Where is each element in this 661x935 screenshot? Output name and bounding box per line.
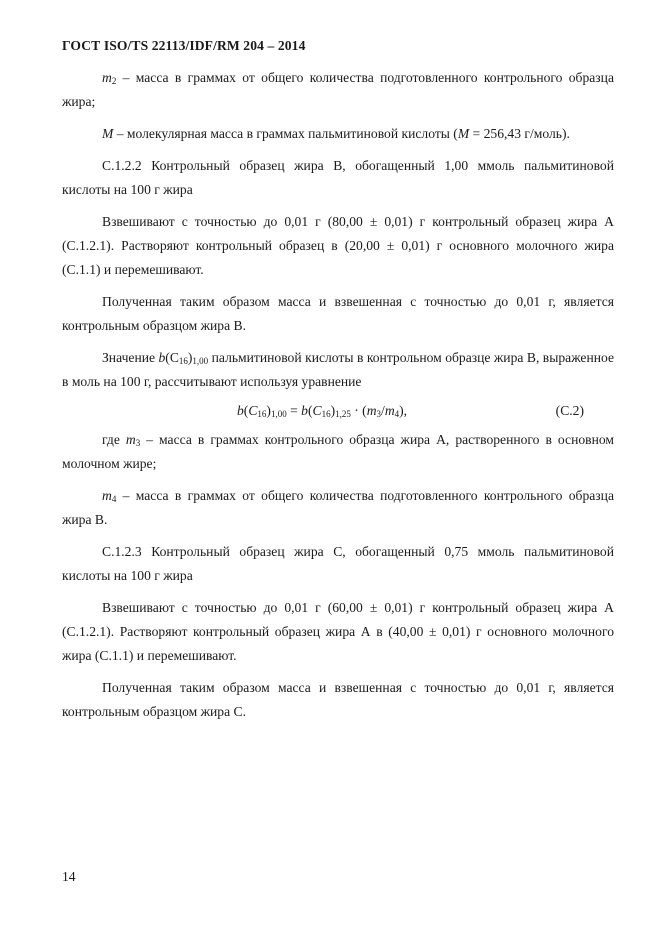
paragraph-weighing-b: Взвешивают с точностью до 0,01 г (80,00 ± 0,01) г контрольный образец жира А (С.1.2.1). Растворяют контрольный образец в (20,00 ± 0,01) г основного молочного жира (С.1.1) и перемешивают. bbox=[62, 214, 614, 277]
paragraph-value-b bbox=[62, 346, 614, 394]
var-m: m bbox=[102, 488, 112, 503]
page-number: 14 bbox=[62, 869, 76, 884]
text: – масса в граммах от общего количества подготовленного контрольного образца жира; bbox=[62, 70, 614, 109]
var-C: C bbox=[248, 403, 258, 418]
paragraph-weighing-c: Взвешивают с точностью до 0,01 г (60,00 ± 0,01) г контрольный образец жира А (С.1.2.1). Растворяют контрольный образец жира А в (40,00 ± 0,01) г основного молочного жира (С.1.1) и перемешивают. bbox=[62, 600, 614, 663]
var-C: C bbox=[312, 403, 322, 418]
text: – масса в граммах от общего количества подготовленного контрольного образца жира В. bbox=[62, 488, 614, 527]
equation-expression: $b(C_{16})_{1,00} = b(C_{16})_{1,25} \cdot (m_3/m_4)$, bbox=[237, 403, 408, 419]
subscript: 2 bbox=[111, 76, 117, 86]
section-c-1-2-3-heading: С.1.2.3 Контрольный образец жира С, обогащенный 0,75 ммоль пальмитиновой кислоты на 100 г жира bbox=[62, 544, 614, 583]
text: = 256,43 г/моль). bbox=[469, 126, 570, 141]
text: – масса в граммах контрольного образца жира А, растворенного в основном молочном жире; bbox=[62, 432, 614, 471]
var-b: b bbox=[158, 350, 166, 365]
document-header: ГОСТ ISO/TS 22113/IDF/RM 204 – 2014 bbox=[62, 38, 306, 53]
var-m: m bbox=[125, 432, 136, 447]
equation-number: (С.2) bbox=[555, 403, 584, 418]
text: пальмитиновой кислоты в контрольном образце жира В, выраженное в моль на 100 г, рассчитывают используя уравнение bbox=[62, 350, 614, 389]
subscript: 16 bbox=[178, 356, 188, 366]
subscript: 4 bbox=[111, 494, 117, 504]
text: – молекулярная масса в граммах пальмитиновой кислоты ( bbox=[113, 126, 458, 141]
equation-c2 bbox=[62, 399, 614, 423]
text: (С bbox=[165, 350, 179, 365]
subscript: 1,00 bbox=[192, 356, 209, 366]
paragraph-M-definition bbox=[62, 122, 614, 146]
var-m4: m bbox=[384, 403, 395, 418]
text: ) bbox=[187, 350, 193, 365]
paragraph-result-b: Полученная таким образом масса и взвешенная с точностью до 0,01 г, является контрольным образцом жира В. bbox=[62, 294, 614, 333]
var-M: M bbox=[457, 126, 470, 141]
var-b: b bbox=[237, 403, 244, 418]
paragraph-m4-definition bbox=[62, 484, 614, 532]
var-m: m bbox=[102, 70, 112, 85]
text: Значение bbox=[102, 350, 159, 365]
var-b: b bbox=[301, 403, 308, 418]
subscript: 3 bbox=[135, 438, 141, 448]
paragraph-m2-definition bbox=[62, 66, 614, 114]
var-m3: m bbox=[366, 403, 377, 418]
section-c-1-2-2-heading: С.1.2.2 Контрольный образец жира В, обогащенный 1,00 ммоль пальмитиновой кислоты на 100 г жира bbox=[62, 158, 614, 197]
document-body bbox=[62, 66, 614, 732]
paragraph-result-c: Полученная таким образом масса и взвешенная с точностью до 0,01 г, является контрольным образцом жира С. bbox=[62, 680, 614, 719]
paragraph-m3-definition bbox=[62, 428, 614, 476]
text: где bbox=[102, 432, 126, 447]
var-M: M bbox=[102, 126, 114, 141]
